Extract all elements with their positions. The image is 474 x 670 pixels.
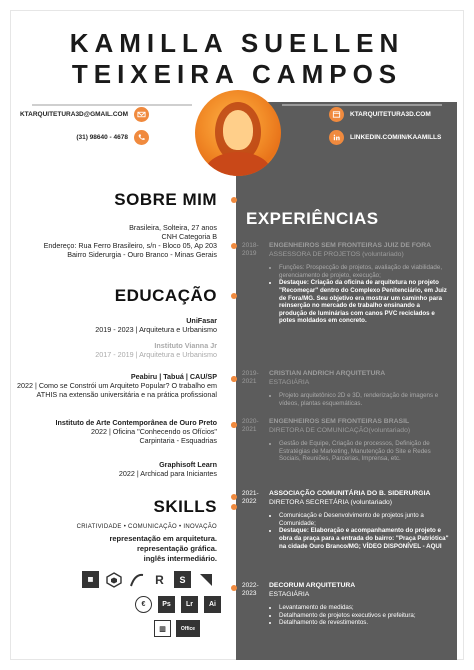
skill-line: representação em arquitetura. [109, 534, 217, 543]
experience-years: 2022- 2023 [242, 582, 259, 598]
email-icon [134, 107, 149, 122]
experience-role: ESTAGIÁRIA [269, 378, 310, 386]
profile-photo [195, 90, 281, 176]
website-icon [329, 107, 344, 122]
about-line: Endereço: Rua Ferro Brasileiro, s/n - Bloco 05, Ap 203 [43, 241, 217, 250]
email-text[interactable]: KTARQUITETURA3D@GMAIL.COM [19, 111, 128, 118]
experience-role: ASSESSORA DE PROJETOS (voluntariado) [269, 250, 404, 258]
revit-icon: R [155, 572, 164, 587]
experience-company: DECORUM ARQUITETURA [269, 582, 356, 589]
experience-years: 2020- 2021 [242, 418, 259, 434]
about-dot [231, 197, 237, 203]
experience-company: ENGENHEIROS SEM FRONTEIRAS JUIZ DE FORA [269, 242, 432, 249]
experience-company: ASSOCIAÇÃO COMUNITÁRIA DO B. SIDERURGIA [269, 490, 431, 497]
education-school: Peabiru | Tabuá | CAU/SP [130, 372, 217, 381]
education-detail: 2019 - 2023 | Arquitetura e Urbanismo [95, 325, 217, 334]
education-school: Instituto de Arte Contemporânea de Ouro Preto [55, 418, 217, 427]
website-text[interactable]: KTARQUITETURA3D.COM [350, 111, 431, 118]
experience-bullet: • Destaque: Elaboração e acompanhamento do projeto e obra da praça para a entrada do bairro: "Praça Patriótica" na cidade Ouro Branco/MG; VÍDEO DISPONÍVEL - AQUI [279, 527, 449, 550]
corel-icon: € [135, 596, 152, 613]
phone-icon [134, 130, 149, 145]
autocad-icon [128, 571, 145, 588]
experience-bullet: • Detalhamento de revestimentos. [279, 619, 449, 627]
experience-bullet: • Projeto arquitetônico 2D e 3D, renderização de imagens e vídeos, plantas esquemáticas. [279, 392, 449, 407]
sketchbook-icon: S [174, 571, 191, 588]
experience-company: ENGENHEIROS SEM FRONTEIRAS BRASIL [269, 418, 410, 425]
education-detail: 2022 | Archicad para Iniciantes [118, 469, 217, 478]
about-line: Brasileira, Solteira, 27 anos [129, 223, 217, 232]
experience-role: DIRETORA DE COMUNICAÇÃO(voluntariado) [269, 426, 411, 434]
archicad-icon: ▦ [82, 571, 99, 588]
experience-dot [231, 243, 237, 249]
linkedin-text[interactable]: LINKEDIN.COM/IN/KAAMILLS [350, 134, 442, 141]
experience-bullet: • Detalhamento de projetos executivos e prefeitura; [279, 612, 449, 620]
about-title: SOBRE MIM [114, 190, 217, 209]
about-line: Bairro Siderurgia - Ouro Branco - Minas Gerais [67, 250, 217, 259]
name-line-2: TEIXEIRA CAMPOS [71, 59, 403, 89]
lightroom-icon: Lr [181, 596, 198, 613]
skill-line: representação gráfica. [136, 544, 217, 553]
experience-years: 2018- 2019 [242, 242, 259, 258]
skills-title: SKILLS [153, 497, 217, 516]
linkedin-icon [329, 130, 344, 145]
name-line-1: KAMILLA SUELLEN [69, 28, 405, 58]
education-detail: 2017 - 2019 | Arquitetura e Urbanismo [95, 350, 217, 359]
experience-bullet: • Gestão de Equipe, Criação de processos, Definição de Estratégias de Marketing, Manutenção do Site e Redes Sociais, Reuniões, Parcerias, Imprensa, etc. [279, 440, 449, 463]
experience-years: 2019- 2021 [242, 370, 259, 386]
photoshop-icon: Ps [158, 596, 175, 613]
divider-left [32, 104, 192, 106]
about-line: CNH Categoria B [161, 232, 217, 241]
office-icon: Office [176, 620, 200, 637]
experience-bullet: • Levantamento de medidas; [279, 604, 449, 612]
experience-bullet: • Funções: Prospecção de projetos, avaliação de viabilidade, gerenciamento de projeto, execução; [279, 264, 449, 279]
experience-bullet: • Comunicação e Desenvolvimento de projetos junto a Comunidade; [279, 512, 449, 527]
experience-title: EXPERIÊNCIAS [246, 209, 379, 228]
education-detail: 2022 | Como se Constrói um Arquiteto Popular? O trabalho em ATHIS na extensão universitária e na prática profissional [16, 381, 217, 399]
resume-page [10, 10, 464, 660]
experience-dot [231, 376, 237, 382]
experience-years: 2021- 2022 [242, 490, 259, 506]
skills-tags: CRIATIVIDADE • COMUNICAÇÃO • INOVAÇÃO [76, 524, 217, 530]
experience-company: CRISTIAN ANDRICH ARQUITETURA [269, 370, 386, 377]
sketchup-icon [105, 571, 122, 588]
lumion-icon [197, 571, 214, 588]
experience-role: DIRETORA SECRETÁRIA (voluntariado) [269, 498, 393, 506]
experience-dot [231, 585, 237, 591]
divider-right [282, 104, 442, 106]
education-school: Instituto Vianna Jr [154, 341, 217, 350]
experience-dot [231, 422, 237, 428]
education-school: UniFasar [186, 316, 217, 325]
education-detail: 2022 | Oficina "Conhecendo os Ofícios" Carpintaria - Esquadrias [90, 427, 217, 445]
trello-icon: ▥ [154, 620, 171, 637]
skill-line: inglês intermediário. [143, 554, 217, 563]
experience-role: ESTAGIÁRIA [269, 590, 310, 598]
education-school: Graphisoft Learn [159, 460, 217, 469]
phone-text[interactable]: (31) 98640 - 4678 [76, 134, 128, 141]
education-title: EDUCAÇÃO [114, 286, 217, 305]
illustrator-icon: Ai [204, 596, 221, 613]
experience-bullet: • Destaque: Criação da oficina de arquitetura no projeto "Recomeçar" dentro do Complexo Penitenciário, em Juiz de Fora/MG. Seu objetivo era mostrar um caminho para reinserção no mercado de trabalho ensinando a produção de luminárias com canos PVC reciclados e potes moldados em concreto. [279, 279, 449, 325]
education-dot [231, 293, 237, 299]
experience-dot [231, 494, 237, 500]
skills-dot [231, 504, 237, 510]
